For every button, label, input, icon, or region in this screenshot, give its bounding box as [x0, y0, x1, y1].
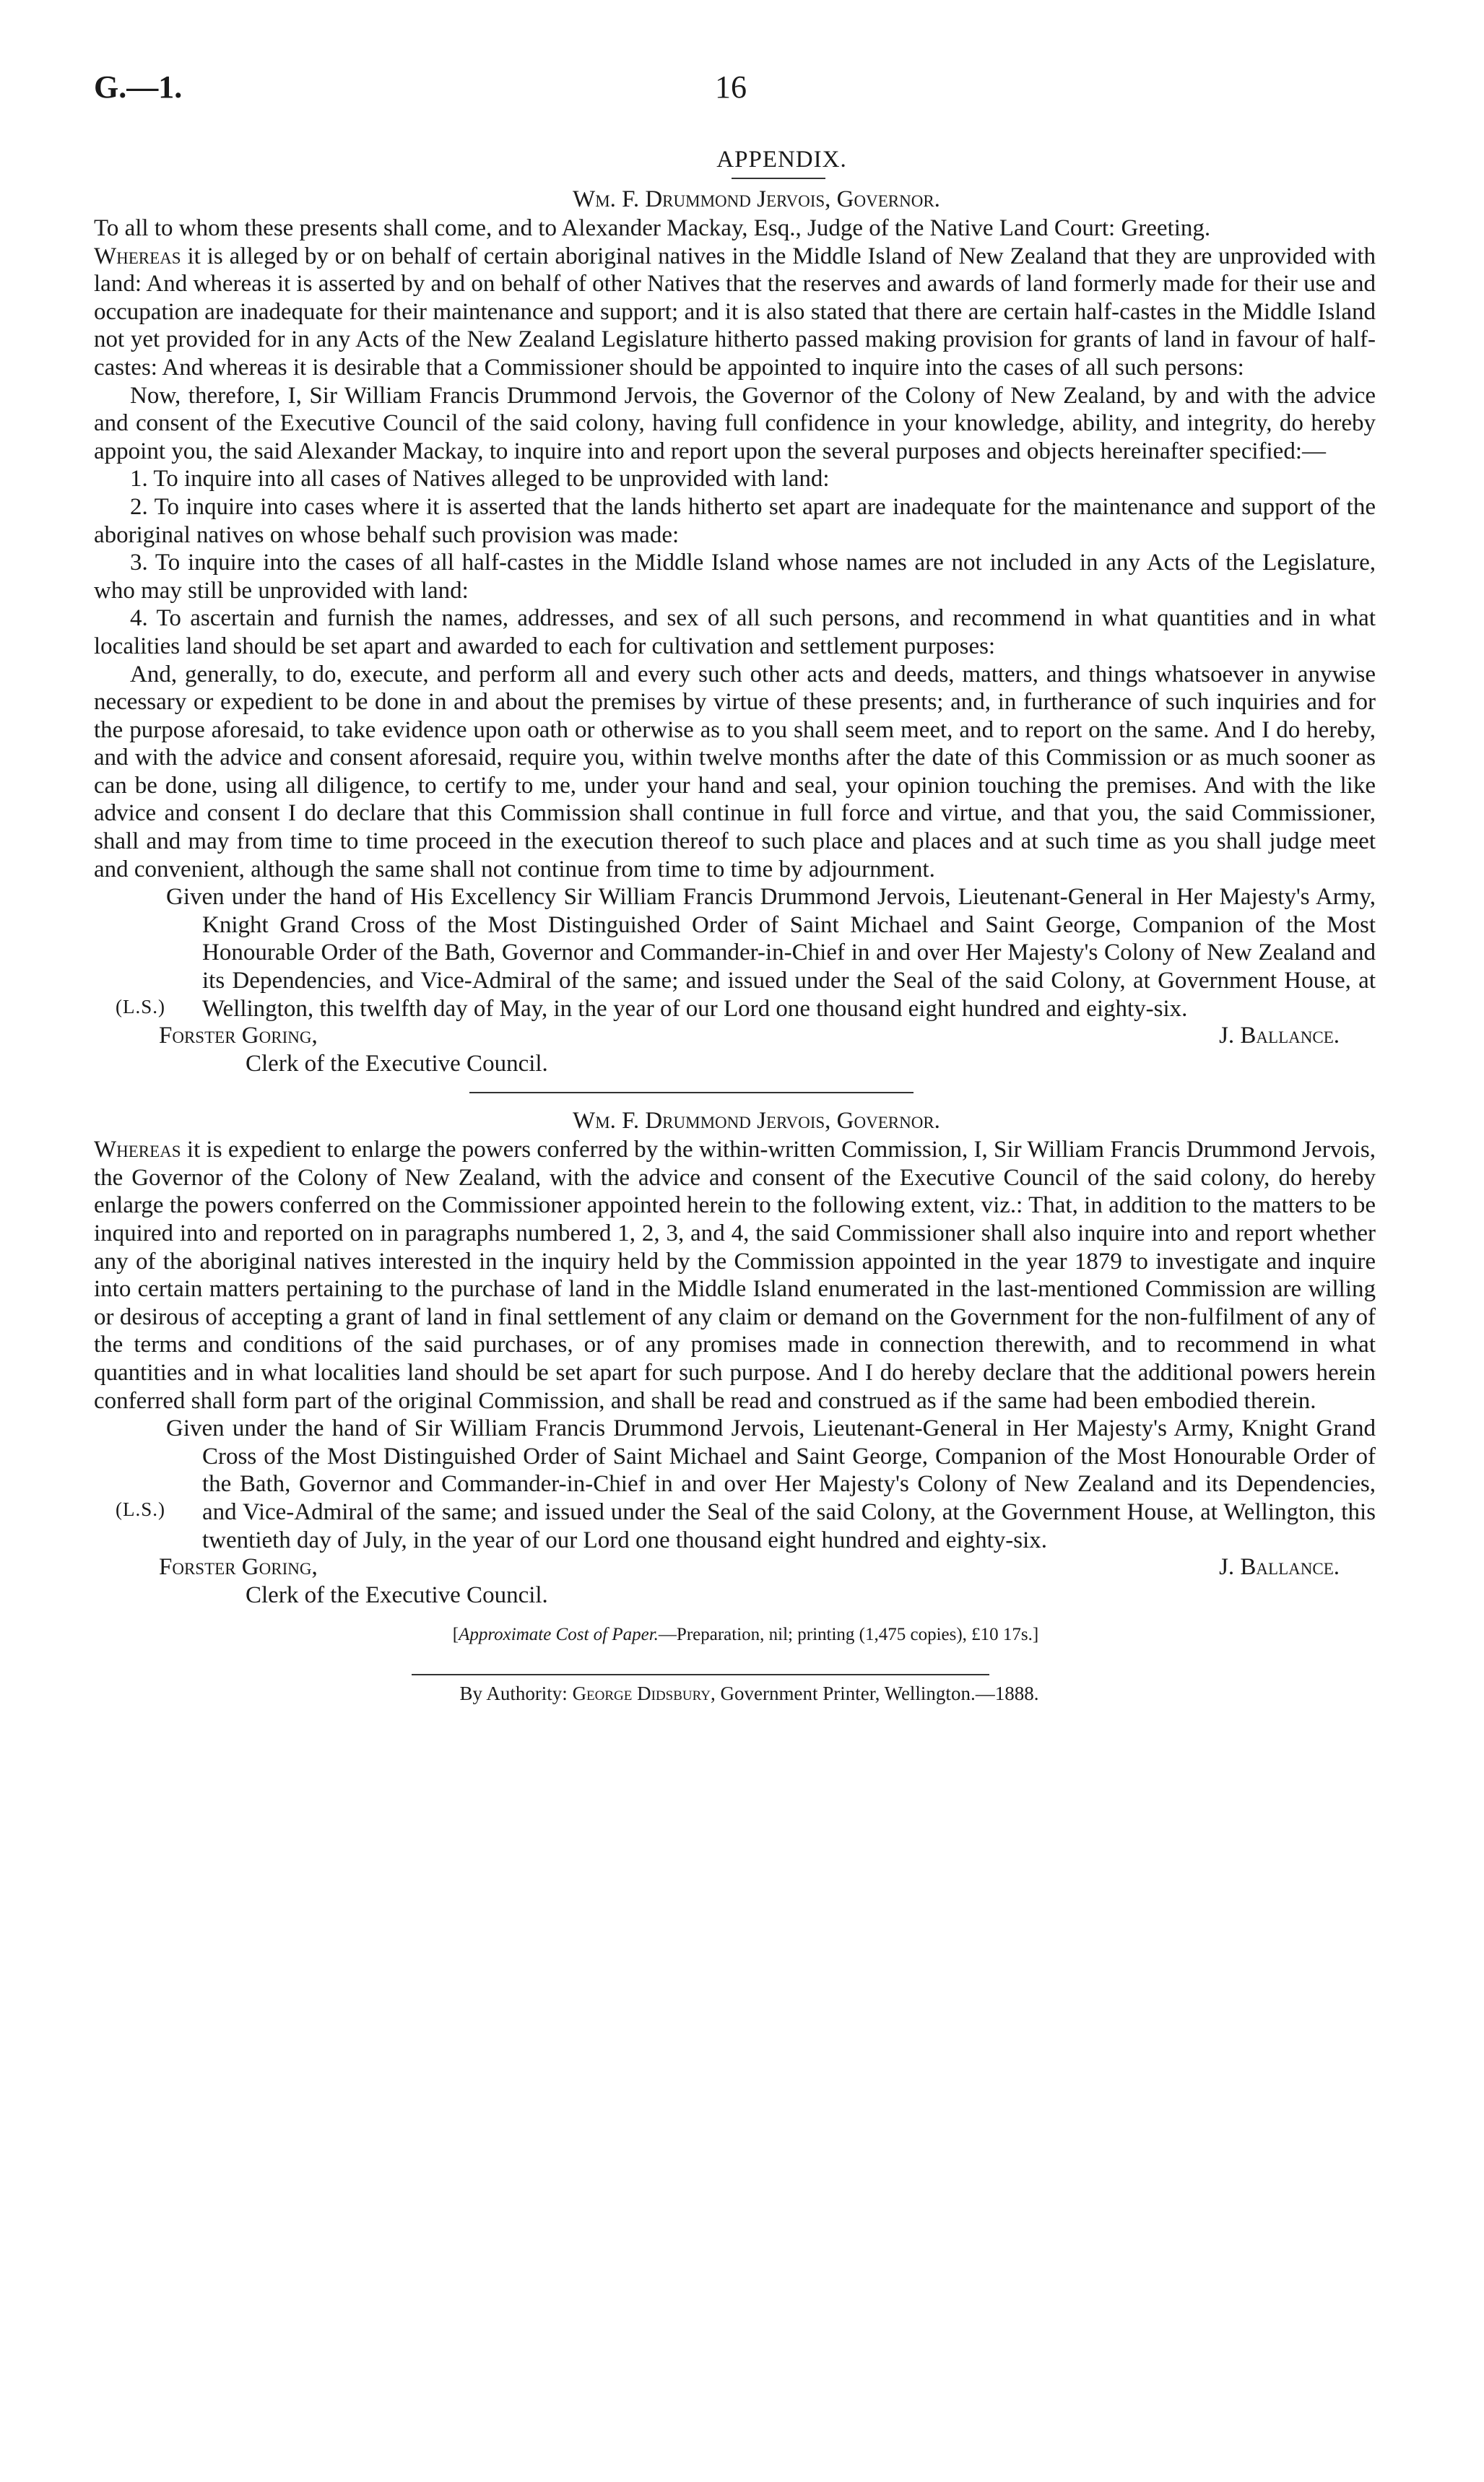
clerk-signature: Forster Goring, — [159, 1023, 318, 1049]
whereas-text: it is expedient to enlarge the powers conferred by the within-written Commission, I, Sir William Francis Drummond Jervois, the Governor of the Colony of New Zealand, with the advice and consent of the Executive Council of the said colony, do hereby enlarge the powers conferred on the Commissioner appointed herein to the following extent, viz.: That, in addition to the matters to be inquired into and reported on in paragraphs numbered 1, 2, 3, and 4, the said Commissioner shall also inquire into and report whether any of the aboriginal natives interested in the inquiry held by the Commission appointed in the year 1879 to investigate and inquire into certain matters pertaining to the purchase of land in the Middle Island enumerated in the last-mentioned Commission are willing or desirous of accepting a grant of land in final settlement of any claim or demand on the Government for the non-fulfilment of any of the terms and conditions of the said purchases, or of any promises made in connection therewith, and to recommend in what quantities and in what localities land should be set apart for such purpose. And I do hereby declare that the additional powers herein conferred shall form part of the original Commission, and shall be read and construed as if the same had been embodied therein. — [94, 1137, 1376, 1414]
title-rule — [732, 178, 825, 179]
signature-row — [94, 1023, 1376, 1050]
page-number: 16 — [715, 69, 747, 105]
clerk-title: Clerk of the Executive Council. — [246, 1582, 548, 1609]
governor-signature-line: Wm. F. Drummond Jervois, Governor. — [573, 1108, 940, 1134]
now-therefore-paragraph: Now, therefore, I, Sir William Francis Drummond Jervois, the Governor of the Colony of New Zealand, by and with the advice and consent of the Executive Council of the said colony, having full confidence in your knowledge, ability, and integrity, do hereby appoint you, the said Alexander Mackay, to inquire into and report upon the several purposes and objects hereinafter specified:— — [94, 382, 1376, 464]
seal-marker: (L.S.) — [116, 1498, 165, 1521]
given-under-hand-block — [94, 1415, 1376, 1554]
cost-label: Approximate Cost of Paper. — [459, 1625, 659, 1645]
printer-imprint — [94, 1683, 1376, 1705]
document-page — [94, 69, 1376, 1705]
minister-signature: J. Ballance. — [1219, 1554, 1340, 1581]
commission-section — [94, 186, 1376, 1077]
whereas-word: Whereas — [94, 243, 181, 269]
item-4: 4. To ascertain and furnish the names, addresses, and sex of all such persons, and recommend in what quantities and in what localities land should be set apart and awarded to each for cultivation and settlement purposes: — [94, 605, 1376, 659]
whereas-word: Whereas — [94, 1137, 181, 1163]
governor-signature-line: Wm. F. Drummond Jervois, Governor. — [573, 186, 940, 212]
cost-open-bracket: [ — [452, 1625, 459, 1645]
appendix-title: APPENDIX. — [716, 147, 847, 173]
paper-reference: G.—1. — [94, 69, 183, 105]
clerk-title: Clerk of the Executive Council. — [246, 1051, 548, 1077]
signature-row — [94, 1554, 1376, 1581]
minister-signature: J. Ballance. — [1219, 1023, 1340, 1049]
authority-prefix: By Authority: — [459, 1683, 573, 1705]
section-divider — [469, 1092, 914, 1093]
and-generally-paragraph: And, generally, to do, execute, and perform all and every such other acts and deeds, matters, and things whatsoever in anywise necessary or expedient to be done in and about the premises by virtue of these presents; and, in furtherance of such inquiries and for the purpose aforesaid, to take evidence upon oath or otherwise as to you shall seem meet, and to report on the same. And I do hereby, and with the advice and consent aforesaid, require you, within twelve months after the date of this Commission or as much sooner as can be done, using all diligence, to certify to me, under your hand and seal, your opinion touching the premises. And with the like advice and consent I do declare that this Commission shall continue in full force and virtue, and that you, the said Commissioner, shall and may from time to time proceed in the execution thereof to such place and places and at such time as you shall judge meet and convenient, although the same shall not continue from time to time by adjournment. — [94, 661, 1376, 882]
printer-suffix: , Government Printer, Wellington.—1888. — [711, 1683, 1039, 1705]
cost-close-bracket: ] — [1032, 1625, 1039, 1645]
item-1: 1. To inquire into all cases of Natives alleged to be unprovided with land: — [130, 466, 830, 493]
whereas-paragraph — [94, 1136, 1376, 1415]
enlargement-section — [94, 1108, 1376, 1609]
addressee-paragraph: To all to whom these presents shall come, and to Alexander Mackay, Esq., Judge of the Native Land Court: Greeting. — [94, 215, 1211, 241]
item-2: 2. To inquire into cases where it is asserted that the lands hitherto set apart are inadequate for the maintenance and support of the aboriginal natives on whose behalf such provision was made: — [94, 493, 1376, 548]
item-3: 3. To inquire into the cases of all half-castes in the Middle Island whose names are not included in any Acts of the Legislature, who may still be unprovided with land: — [94, 550, 1376, 604]
cost-note — [94, 1625, 1376, 1645]
given-paragraph: Given under the hand of His Excellency Sir William Francis Drummond Jervois, Lieutenant-General in Her Majesty's Army, Knight Grand Cross of the Most Distinguished Order of Saint Michael and Saint George, Companion of the Most Honourable Order of the Bath, Governor and Commander-in-Chief in and over Her Majesty's Colony of New Zealand and its Dependencies, and Vice-Admiral of the same; and issued under the Seal of the said Colony, at Government House, at Wellington, this twelfth day of May, in the year of our Lord one thousand eight hundred and eighty-six. — [166, 884, 1376, 1022]
page-header — [94, 69, 1376, 112]
given-under-hand-block — [94, 883, 1376, 1023]
whereas-paragraph — [94, 243, 1376, 382]
footer-rule — [412, 1674, 989, 1675]
clerk-signature: Forster Goring, — [159, 1554, 318, 1581]
cost-text: —Preparation, nil; printing (1,475 copies), £10 17s. — [658, 1625, 1033, 1645]
whereas-text: it is alleged by or on behalf of certain aboriginal natives in the Middle Island of New Zealand that they are unprovided with land: And whereas it is asserted by and on behalf of other Natives that the reserves and awards of land formerly made for their use and occupation are inadequate for their maintenance and support; and it is also stated that there are certain half-castes in the Middle Island not yet provided for in any Acts of the New Zealand Legislature hitherto passed making provision for grants of land in favour of half-castes: And whereas it is desirable that a Commissioner should be appointed to inquire into the cases of all such persons: — [94, 243, 1376, 381]
printer-name: George Didsbury — [572, 1683, 711, 1705]
seal-marker: (L.S.) — [116, 996, 165, 1018]
given-paragraph: Given under the hand of Sir William Francis Drummond Jervois, Lieutenant-General in Her Majesty's Army, Knight Grand Cross of the Most Distinguished Order of Saint Michael and Saint George, Companion of the Most Honourable Order of the Bath, Governor and Commander-in-Chief in and over Her Majesty's Colony of New Zealand and its Dependencies, and Vice-Admiral of the same; and issued under the Seal of the said Colony, at the Government House, at Wellington, this twentieth day of July, in the year of our Lord one thousand eight hundred and eighty-six. — [166, 1415, 1376, 1553]
